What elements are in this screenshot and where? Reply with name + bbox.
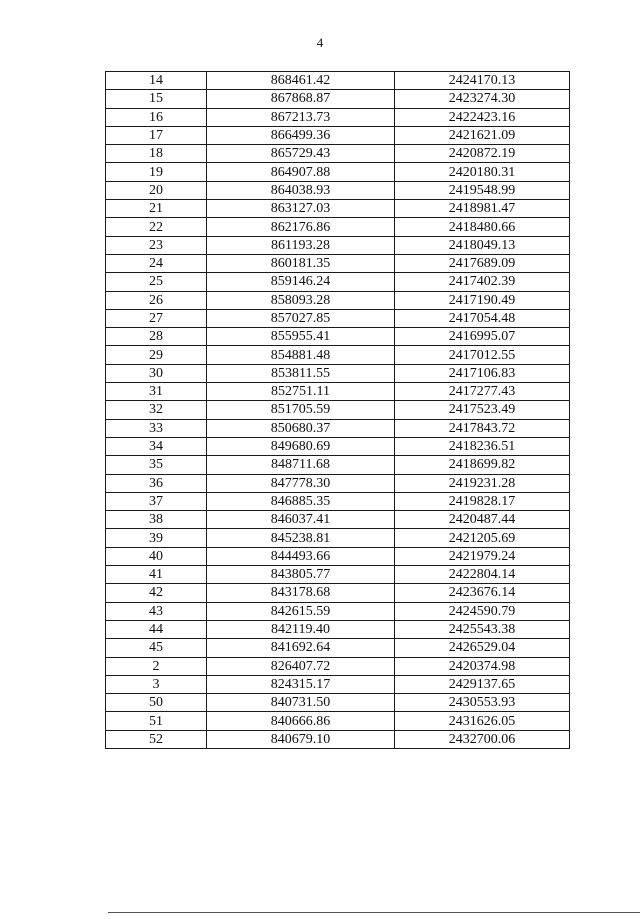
x-coordinate-cell: 855955.41 — [207, 328, 395, 346]
table-row — [106, 529, 570, 547]
y-coordinate-cell: 2424170.13 — [395, 72, 570, 90]
x-coordinate-cell: 859146.24 — [207, 273, 395, 291]
y-coordinate-cell: 2417054.48 — [395, 309, 570, 327]
point-number-cell: 21 — [106, 200, 207, 218]
y-coordinate-cell: 2417523.49 — [395, 401, 570, 419]
table-row — [106, 346, 570, 364]
point-number-cell: 28 — [106, 328, 207, 346]
point-number-cell: 36 — [106, 474, 207, 492]
x-coordinate-cell: 846037.41 — [207, 511, 395, 529]
x-coordinate-cell: 846885.35 — [207, 492, 395, 510]
y-coordinate-cell: 2422804.14 — [395, 566, 570, 584]
table-row — [106, 419, 570, 437]
y-coordinate-cell: 2419548.99 — [395, 181, 570, 199]
table-row — [106, 730, 570, 748]
point-number-cell: 14 — [106, 72, 207, 90]
y-coordinate-cell: 2420487.44 — [395, 511, 570, 529]
y-coordinate-cell: 2426529.04 — [395, 639, 570, 657]
x-coordinate-cell: 861193.28 — [207, 236, 395, 254]
y-coordinate-cell: 2418049.13 — [395, 236, 570, 254]
table-row — [106, 145, 570, 163]
x-coordinate-cell: 844493.66 — [207, 547, 395, 565]
y-coordinate-cell: 2432700.06 — [395, 730, 570, 748]
y-coordinate-cell: 2417843.72 — [395, 419, 570, 437]
table-row — [106, 291, 570, 309]
x-coordinate-cell: 824315.17 — [207, 675, 395, 693]
point-number-cell: 20 — [106, 181, 207, 199]
point-number-cell: 38 — [106, 511, 207, 529]
x-coordinate-cell: 867868.87 — [207, 90, 395, 108]
x-coordinate-cell: 852751.11 — [207, 383, 395, 401]
y-coordinate-cell: 2417012.55 — [395, 346, 570, 364]
x-coordinate-cell: 842615.59 — [207, 602, 395, 620]
table-row — [106, 254, 570, 272]
y-coordinate-cell: 2422423.16 — [395, 108, 570, 126]
x-coordinate-cell: 853811.55 — [207, 364, 395, 382]
y-coordinate-cell: 2420872.19 — [395, 145, 570, 163]
y-coordinate-cell: 2417402.39 — [395, 273, 570, 291]
point-number-cell: 32 — [106, 401, 207, 419]
y-coordinate-cell: 2417689.09 — [395, 254, 570, 272]
coordinates-table-body — [106, 72, 570, 749]
x-coordinate-cell: 849680.69 — [207, 437, 395, 455]
x-coordinate-cell: 865729.43 — [207, 145, 395, 163]
point-number-cell: 24 — [106, 254, 207, 272]
table-row — [106, 566, 570, 584]
table-row — [106, 309, 570, 327]
x-coordinate-cell: 868461.42 — [207, 72, 395, 90]
x-coordinate-cell: 863127.03 — [207, 200, 395, 218]
y-coordinate-cell: 2429137.65 — [395, 675, 570, 693]
y-coordinate-cell: 2419231.28 — [395, 474, 570, 492]
x-coordinate-cell: 848711.68 — [207, 456, 395, 474]
y-coordinate-cell: 2421205.69 — [395, 529, 570, 547]
y-coordinate-cell: 2419828.17 — [395, 492, 570, 510]
point-number-cell: 43 — [106, 602, 207, 620]
y-coordinate-cell: 2417190.49 — [395, 291, 570, 309]
x-coordinate-cell: 841692.64 — [207, 639, 395, 657]
page-number: 4 — [316, 35, 324, 50]
table-row — [106, 694, 570, 712]
point-number-cell: 22 — [106, 218, 207, 236]
table-row — [106, 456, 570, 474]
table-row — [106, 474, 570, 492]
x-coordinate-cell: 842119.40 — [207, 620, 395, 638]
point-number-cell: 44 — [106, 620, 207, 638]
table-row — [106, 273, 570, 291]
table-row — [106, 492, 570, 510]
table-row — [106, 181, 570, 199]
x-coordinate-cell: 857027.85 — [207, 309, 395, 327]
x-coordinate-cell: 851705.59 — [207, 401, 395, 419]
point-number-cell: 29 — [106, 346, 207, 364]
table-row — [106, 584, 570, 602]
point-number-cell: 45 — [106, 639, 207, 657]
table-row — [106, 547, 570, 565]
y-coordinate-cell: 2424590.79 — [395, 602, 570, 620]
coordinates-table — [105, 71, 570, 749]
x-coordinate-cell: 826407.72 — [207, 657, 395, 675]
point-number-cell: 33 — [106, 419, 207, 437]
point-number-cell: 2 — [106, 657, 207, 675]
table-row — [106, 163, 570, 181]
y-coordinate-cell: 2420374.98 — [395, 657, 570, 675]
table-row — [106, 218, 570, 236]
point-number-cell: 37 — [106, 492, 207, 510]
table-row — [106, 72, 570, 90]
table-row — [106, 200, 570, 218]
y-coordinate-cell: 2423676.14 — [395, 584, 570, 602]
table-row — [106, 108, 570, 126]
point-number-cell: 40 — [106, 547, 207, 565]
x-coordinate-cell: 862176.86 — [207, 218, 395, 236]
bottom-rule — [108, 912, 640, 913]
x-coordinate-cell: 867213.73 — [207, 108, 395, 126]
x-coordinate-cell: 843178.68 — [207, 584, 395, 602]
y-coordinate-cell: 2418480.66 — [395, 218, 570, 236]
y-coordinate-cell: 2423274.30 — [395, 90, 570, 108]
y-coordinate-cell: 2418236.51 — [395, 437, 570, 455]
table-row — [106, 602, 570, 620]
point-number-cell: 27 — [106, 309, 207, 327]
table-row — [106, 364, 570, 382]
y-coordinate-cell: 2418981.47 — [395, 200, 570, 218]
y-coordinate-cell: 2420180.31 — [395, 163, 570, 181]
point-number-cell: 18 — [106, 145, 207, 163]
x-coordinate-cell: 854881.48 — [207, 346, 395, 364]
x-coordinate-cell: 847778.30 — [207, 474, 395, 492]
point-number-cell: 34 — [106, 437, 207, 455]
x-coordinate-cell: 845238.81 — [207, 529, 395, 547]
point-number-cell: 39 — [106, 529, 207, 547]
table-row — [106, 90, 570, 108]
y-coordinate-cell: 2418699.82 — [395, 456, 570, 474]
x-coordinate-cell: 843805.77 — [207, 566, 395, 584]
y-coordinate-cell: 2421621.09 — [395, 126, 570, 144]
x-coordinate-cell: 860181.35 — [207, 254, 395, 272]
x-coordinate-cell: 866499.36 — [207, 126, 395, 144]
table-row — [106, 712, 570, 730]
table-row — [106, 126, 570, 144]
point-number-cell: 25 — [106, 273, 207, 291]
y-coordinate-cell: 2417106.83 — [395, 364, 570, 382]
y-coordinate-cell: 2431626.05 — [395, 712, 570, 730]
y-coordinate-cell: 2425543.38 — [395, 620, 570, 638]
point-number-cell: 31 — [106, 383, 207, 401]
y-coordinate-cell: 2430553.93 — [395, 694, 570, 712]
table-row — [106, 511, 570, 529]
x-coordinate-cell: 840731.50 — [207, 694, 395, 712]
point-number-cell: 17 — [106, 126, 207, 144]
point-number-cell: 51 — [106, 712, 207, 730]
table-row — [106, 675, 570, 693]
table-row — [106, 437, 570, 455]
point-number-cell: 3 — [106, 675, 207, 693]
x-coordinate-cell: 840679.10 — [207, 730, 395, 748]
x-coordinate-cell: 858093.28 — [207, 291, 395, 309]
point-number-cell: 15 — [106, 90, 207, 108]
table-row — [106, 657, 570, 675]
point-number-cell: 35 — [106, 456, 207, 474]
table-row — [106, 236, 570, 254]
point-number-cell: 52 — [106, 730, 207, 748]
point-number-cell: 19 — [106, 163, 207, 181]
point-number-cell: 50 — [106, 694, 207, 712]
point-number-cell: 16 — [106, 108, 207, 126]
y-coordinate-cell: 2421979.24 — [395, 547, 570, 565]
table-row — [106, 328, 570, 346]
point-number-cell: 42 — [106, 584, 207, 602]
point-number-cell: 30 — [106, 364, 207, 382]
y-coordinate-cell: 2416995.07 — [395, 328, 570, 346]
table-row — [106, 401, 570, 419]
x-coordinate-cell: 850680.37 — [207, 419, 395, 437]
x-coordinate-cell: 864038.93 — [207, 181, 395, 199]
x-coordinate-cell: 864907.88 — [207, 163, 395, 181]
y-coordinate-cell: 2417277.43 — [395, 383, 570, 401]
point-number-cell: 23 — [106, 236, 207, 254]
point-number-cell: 26 — [106, 291, 207, 309]
table-row — [106, 620, 570, 638]
x-coordinate-cell: 840666.86 — [207, 712, 395, 730]
table-row — [106, 383, 570, 401]
point-number-cell: 41 — [106, 566, 207, 584]
table-row — [106, 639, 570, 657]
